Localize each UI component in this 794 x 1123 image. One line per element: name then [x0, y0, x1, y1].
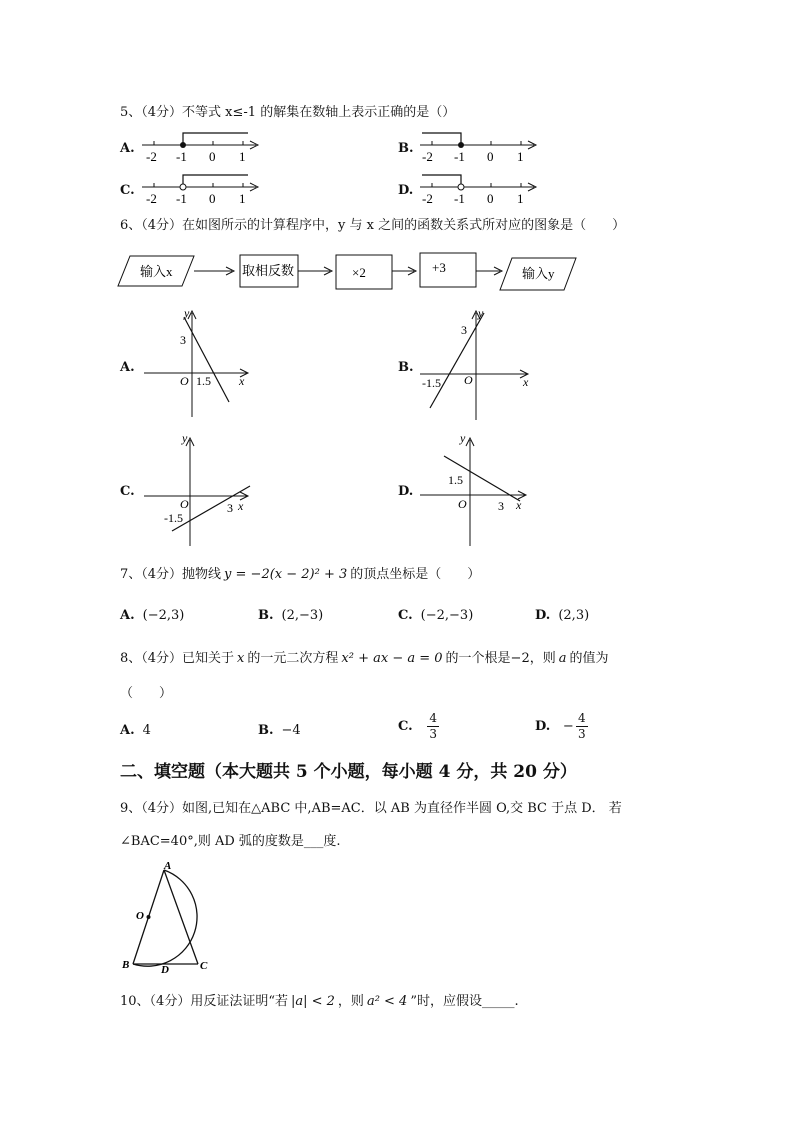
q7-option-b-value: (2,−3)	[281, 608, 324, 623]
q5-option-c-label: C.	[120, 183, 135, 198]
q8-option-d-sign: −	[562, 719, 574, 735]
q7-option-a-value: (−2,3)	[142, 608, 185, 623]
flow-times-2: ×2	[352, 265, 366, 280]
q7-option-b-label: B.	[258, 608, 274, 623]
x-intercept-label: 1.5	[196, 374, 211, 388]
q7-stem	[120, 568, 480, 581]
x-intercept-label: -1.5	[422, 376, 441, 390]
q8-option-b	[258, 724, 301, 737]
q8-stem-a: 8、（4分）已知关于	[120, 651, 235, 666]
tick-label: -1	[176, 191, 187, 206]
y-intercept-label: 3	[461, 323, 467, 337]
q8-option-d	[535, 712, 588, 741]
q8-option-c	[398, 712, 439, 741]
tick-label: 0	[209, 191, 216, 206]
tick-label: -2	[146, 191, 157, 206]
y-axis-label: y	[478, 306, 484, 320]
q8-var-x: x	[237, 651, 245, 666]
q6-flowchart	[118, 252, 588, 294]
point-d-label: D	[161, 964, 169, 976]
point-c-label: C	[200, 960, 208, 972]
tick-label: -2	[422, 191, 433, 206]
tick-label: -1	[176, 149, 187, 164]
q6-graph-b	[418, 305, 536, 423]
q10-suffix: ”时，应假设_____.	[410, 994, 519, 1009]
q9-line2: ∠BAC=40°,则 AD 弧的度数是___度.	[120, 834, 341, 849]
q10-abs-expr: |a| < 2	[290, 994, 335, 1009]
y-axis-label: y	[182, 431, 188, 445]
q5-option-b-number-line	[418, 128, 548, 164]
x-axis-label: x	[238, 499, 244, 513]
tick-label: -2	[146, 149, 157, 164]
q8-var-a: a	[558, 651, 567, 666]
q7-equation: y = −2(x − 2)² + 3	[224, 567, 348, 582]
q7-option-d	[535, 609, 589, 622]
q8-option-a	[120, 724, 151, 737]
q8-stem-b: 的一元二次方程	[247, 651, 339, 666]
q6-option-c-label: C.	[120, 484, 135, 499]
q5-option-b-label: B.	[398, 141, 414, 156]
q8-option-d-label: D.	[535, 719, 551, 735]
q7-option-d-value: (2,3)	[558, 608, 590, 623]
section-heading: 二、填空题（本大题共 5 个小题，每小题 4 分，共 20 分）	[120, 762, 577, 782]
denominator: 3	[429, 727, 437, 742]
q7-option-a-label: A.	[120, 608, 135, 623]
q6-option-b-label: B.	[398, 360, 414, 375]
point-o-label: O	[136, 910, 144, 922]
q7-option-a	[120, 609, 184, 622]
q8-option-c-fraction	[427, 712, 439, 741]
q5-stem: 5、（4分）不等式 x≤-1 的解集在数轴上表示正确的是（）	[120, 105, 456, 120]
x-intercept-label: 3	[498, 499, 504, 513]
q7-option-c-label: C.	[398, 608, 413, 623]
x-intercept-label: 3	[227, 501, 233, 515]
q7-option-c	[398, 609, 473, 622]
q8-option-b-value: −4	[281, 723, 301, 738]
q7-stem-suffix: 的顶点坐标是（ ）	[350, 567, 481, 582]
point-a-label: A	[164, 860, 172, 872]
q8-equation: x² + ax − a = 0	[341, 651, 443, 666]
numerator: 4	[429, 711, 437, 725]
tick-label: -2	[422, 149, 433, 164]
origin-label: O	[464, 373, 473, 387]
q5-option-d-number-line	[418, 170, 548, 206]
q7-option-d-label: D.	[535, 608, 551, 623]
flow-input-x: 输入x	[140, 264, 173, 279]
point-b-label: B	[122, 959, 130, 971]
y-intercept-label: 1.5	[448, 473, 463, 487]
q8-option-a-value: 4	[142, 723, 151, 738]
q8-option-d-fraction	[576, 712, 588, 741]
q6-option-d-label: D.	[398, 484, 414, 499]
q10-middle: ，则	[337, 994, 364, 1009]
q8-stem-d: ，则	[529, 651, 556, 666]
q6-stem: 6、（4分）在如图所示的计算程序中，y 与 x 之间的函数关系式所对应的图象是（ ）	[120, 218, 626, 233]
denominator: 3	[577, 727, 586, 742]
q9-line1: 9、（4分）如图,已知在△ABC 中,AB=AC．以 AB 为直径作半圆 O,交 BC 于点 D． 若	[120, 801, 622, 816]
tick-label: 0	[487, 149, 494, 164]
origin-label: O	[458, 497, 467, 511]
q8-stem-c: 的一个根是	[445, 651, 511, 666]
q6-graph-c	[140, 428, 258, 550]
q8-stem	[120, 652, 609, 665]
numerator: 4	[577, 711, 586, 725]
y-axis-label: y	[184, 306, 190, 320]
origin-label: O	[180, 374, 189, 388]
flow-plus-3: +3	[432, 260, 446, 275]
x-axis-label: x	[523, 375, 529, 389]
q6-graph-a	[140, 305, 255, 420]
tick-label: -1	[454, 191, 465, 206]
q9-figure	[118, 858, 218, 974]
flow-output-y: 输入y	[522, 266, 555, 281]
q8-root: −2	[510, 651, 530, 666]
q8-option-a-label: A.	[120, 723, 135, 738]
q10-stem	[120, 995, 519, 1008]
q5-option-d-label: D.	[398, 183, 414, 198]
q5-option-a-label: A.	[120, 141, 135, 156]
origin-label: O	[180, 497, 189, 511]
q6-option-a-label: A.	[120, 360, 135, 375]
q8-option-c-label: C.	[398, 719, 413, 735]
tick-label: -1	[454, 149, 465, 164]
x-axis-label: x	[239, 374, 245, 388]
q7-option-c-value: (−2,−3)	[420, 608, 474, 623]
q10-square-expr: a² < 4	[366, 994, 408, 1009]
x-axis-label: x	[516, 498, 522, 512]
q8-stem-e: 的值为	[569, 651, 609, 666]
tick-label: 0	[487, 191, 494, 206]
tick-label: 0	[209, 149, 216, 164]
q7-option-b	[258, 609, 323, 622]
q7-stem-prefix: 7、（4分）抛物线	[120, 567, 222, 582]
tick-label: 1	[517, 149, 524, 164]
tick-label: 1	[239, 149, 246, 164]
y-axis-label: y	[460, 431, 466, 445]
tick-label: 1	[239, 191, 246, 206]
q6-graph-d	[418, 428, 536, 550]
q8-paren: （ ）	[120, 686, 173, 701]
flow-negate: 取相反数	[242, 263, 295, 278]
q5-option-c-number-line	[140, 170, 270, 206]
tick-label: 1	[517, 191, 524, 206]
y-intercept-label: -1.5	[164, 511, 183, 525]
q10-prefix: 10、（4分）用反证法证明“若	[120, 994, 288, 1009]
q8-option-b-label: B.	[258, 723, 274, 738]
q5-option-a-number-line	[140, 128, 270, 164]
y-intercept-label: 3	[180, 333, 186, 347]
